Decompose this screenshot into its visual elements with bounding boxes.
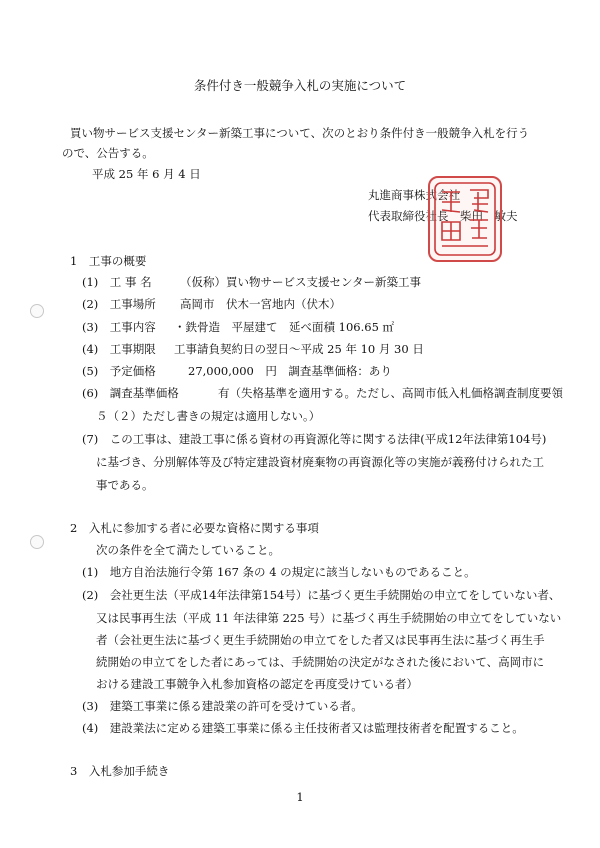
item-2-label: (2) 工事場所 — [82, 297, 156, 311]
section-2-line-8: (4) 建設業法に定める建築工事業に係る主任技術者又は監理技術者を配置すること。 — [82, 721, 524, 735]
item-1-label: (1) 工 事 名 — [82, 275, 152, 289]
notice-date: 平成 25 年 6 月 4 日 — [92, 167, 201, 181]
item-6-value: 有（失格基準を適用する。ただし、高岡市低入札価格調査制度要領 — [218, 386, 563, 400]
section-2-line-1: (1) 地方自治法施行令第 167 条の 4 の規定に該当しないものであること。 — [82, 565, 476, 579]
document-title: 条件付き一般競争入札の実施について — [193, 78, 407, 93]
page-number: 1 — [296, 790, 304, 804]
issuer-representative: 代表取締役社長 柴田 敏夫 — [368, 209, 518, 223]
company-seal-stamp — [428, 176, 502, 262]
section-2-line-4: 者（会社更生法に基づく更生手続開始の申立てをした者又は民事再生法に基づく再生手 — [96, 633, 545, 647]
section-2-line-3: 又は民事再生法（平成 11 年法律第 225 号）に基づく再生手続開始の申立てをしていない — [96, 611, 562, 625]
section-1-heading: 1 工事の概要 — [70, 254, 147, 268]
punch-hole-bottom — [30, 535, 44, 549]
item-3-value: ・鉄骨造 平屋建て 延べ面積 106.65 ㎡ — [174, 320, 395, 334]
item-7-line-3: 事である。 — [96, 478, 154, 492]
section-2-lead: 次の条件を全て満たしていること。 — [96, 543, 280, 557]
section-2-line-7: (3) 建築工事業に係る建設業の許可を受けている者。 — [82, 699, 363, 713]
item-7-line-1: (7) この工事は、建設工事に係る資材の再資源化等に関する法律(平成12年法律第104号) — [82, 432, 547, 446]
punch-hole-top — [30, 304, 44, 318]
item-5-value: 27,000,000 円 調査基準価格：あり — [188, 364, 392, 378]
item-1-value: （仮称）買い物サービス支援センター新築工事 — [180, 275, 422, 289]
section-2-line-6: おける建設工事競争入札参加資格の認定を再度受けている者） — [96, 677, 418, 691]
item-7-line-2: に基づき、分別解体等及び特定建設資材廃棄物の再資源化等の実施が義務付けられた工 — [96, 455, 545, 469]
item-4-value: 工事請負契約日の翌日～平成 25 年 10 月 30 日 — [174, 342, 424, 356]
section-2-line-2: (2) 会社更生法（平成14年法律第154号）に基づく更生手続開始の申立てをしていない者、 — [82, 588, 561, 602]
intro-line-2: ので、公告する。 — [62, 146, 154, 160]
item-2-value: 高岡市 伏木一宮地内（伏木） — [180, 297, 341, 311]
section-2-heading: 2 入札に参加する者に必要な資格に関する事項 — [70, 521, 319, 535]
seal-glyphs — [430, 178, 500, 260]
item-6-label: (6) 調査基準価格 — [82, 386, 179, 400]
issuer-company: 丸進商事株式会社 — [368, 188, 460, 202]
section-2-line-5: 続開始の申立てをした者にあっては、手続開始の決定がなされた後において、高岡市に — [96, 655, 545, 669]
item-6-continuation: ５（２）ただし書きの規定は適用しない。） — [96, 409, 321, 423]
item-3-label: (3) 工事内容 — [82, 320, 156, 334]
section-3-heading: 3 入札参加手続き — [70, 764, 170, 778]
item-4-label: (4) 工事期限 — [82, 342, 156, 356]
item-5-label: (5) 予定価格 — [82, 364, 156, 378]
intro-line-1: 買い物サービス支援センター新築工事について、次のとおり条件付き一般競争入札を行う — [70, 126, 530, 140]
